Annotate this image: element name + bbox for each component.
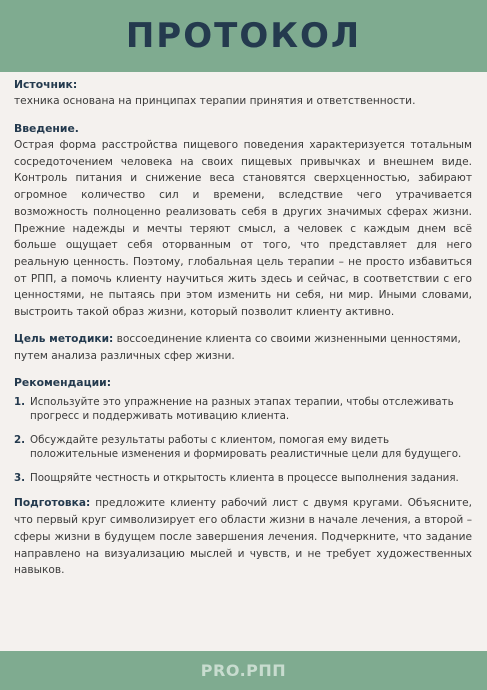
header-band bbox=[0, 0, 487, 72]
preparation-paragraph bbox=[14, 495, 472, 579]
goal-paragraph bbox=[14, 331, 472, 364]
goal-text: воссоединение клиента со своими жизненными ценностями, путем анализа различных сфер жизни. bbox=[14, 332, 461, 362]
list-item-text: Поощряйте честность и открытость клиента в процессе выполнения задания. bbox=[30, 472, 459, 485]
source-heading: Источник: bbox=[14, 78, 78, 91]
intro-text: Острая форма расстройства пищевого поведения характеризуется тотальным сосредоточением человека на своих пищевых привычках и внешнем виде. Контроль питания и снижение веса становятся сверхценностью, забирают огромное количество сил и времени, вследствие чего утрачивается возможность полноценно реализовать себя в других значимых сферах жизни. Прежние надежды и мечты теряют смысл, а человек с каждым днем всё больше ощущает себя оторванным от того, что представляет для него реальную ценность. Поэтому, глобальная цель терапии – не просто избавиться от РПП, а помочь клиенту научиться жить здесь и сейчас, в соответствии с его ценностями, не пытаясь при этом изменить ни себя, ни мир. Иными словами, выстроить такой образ жизни, который позволит клиенту активно. bbox=[14, 138, 472, 319]
recommendations-list bbox=[14, 395, 472, 485]
source-text: техника основана на принципах терапии принятия и ответственности. bbox=[14, 95, 416, 108]
source-section bbox=[14, 76, 472, 110]
preparation-text: предложите клиенту рабочий лист с двумя кругами. Объясните, что первый круг символизирует его области жизни в начале лечения, а второй – сферы жизни в будущем после завершения лечения. Подчеркните, что задание направлено на визуализацию мыслей и чувств, и не требует художественных навыков. bbox=[14, 497, 472, 577]
intro-heading: Введение. bbox=[14, 121, 79, 135]
brand-logo: PRO.РПП bbox=[200, 661, 287, 680]
document-body bbox=[14, 76, 472, 579]
list-item-text: Используйте это упражнение на разных этапах терапии, чтобы отслеживать прогресс и поддерживать мотивацию клиента. bbox=[30, 396, 454, 423]
intro-section bbox=[14, 120, 472, 321]
goal-section bbox=[14, 331, 472, 364]
recommendations-section bbox=[14, 374, 472, 485]
footer-band bbox=[0, 651, 487, 690]
list-item bbox=[14, 395, 472, 423]
recommendations-heading: Рекомендации: bbox=[14, 376, 112, 390]
list-item bbox=[14, 471, 472, 485]
preparation-label: Подготовка: bbox=[14, 497, 91, 510]
list-item-number: 3. bbox=[14, 472, 26, 485]
page-title: ПРОТОКОЛ bbox=[125, 16, 362, 56]
list-item-text: Обсуждайте результаты работы с клиентом, помогая ему видеть положительные изменения и формировать реалистичные цели для будущего. bbox=[30, 434, 462, 461]
list-item-number: 2. bbox=[14, 434, 26, 447]
list-item-number: 1. bbox=[14, 396, 26, 409]
goal-label: Цель методики: bbox=[14, 332, 114, 345]
preparation-section bbox=[14, 495, 472, 579]
list-item bbox=[14, 433, 472, 461]
